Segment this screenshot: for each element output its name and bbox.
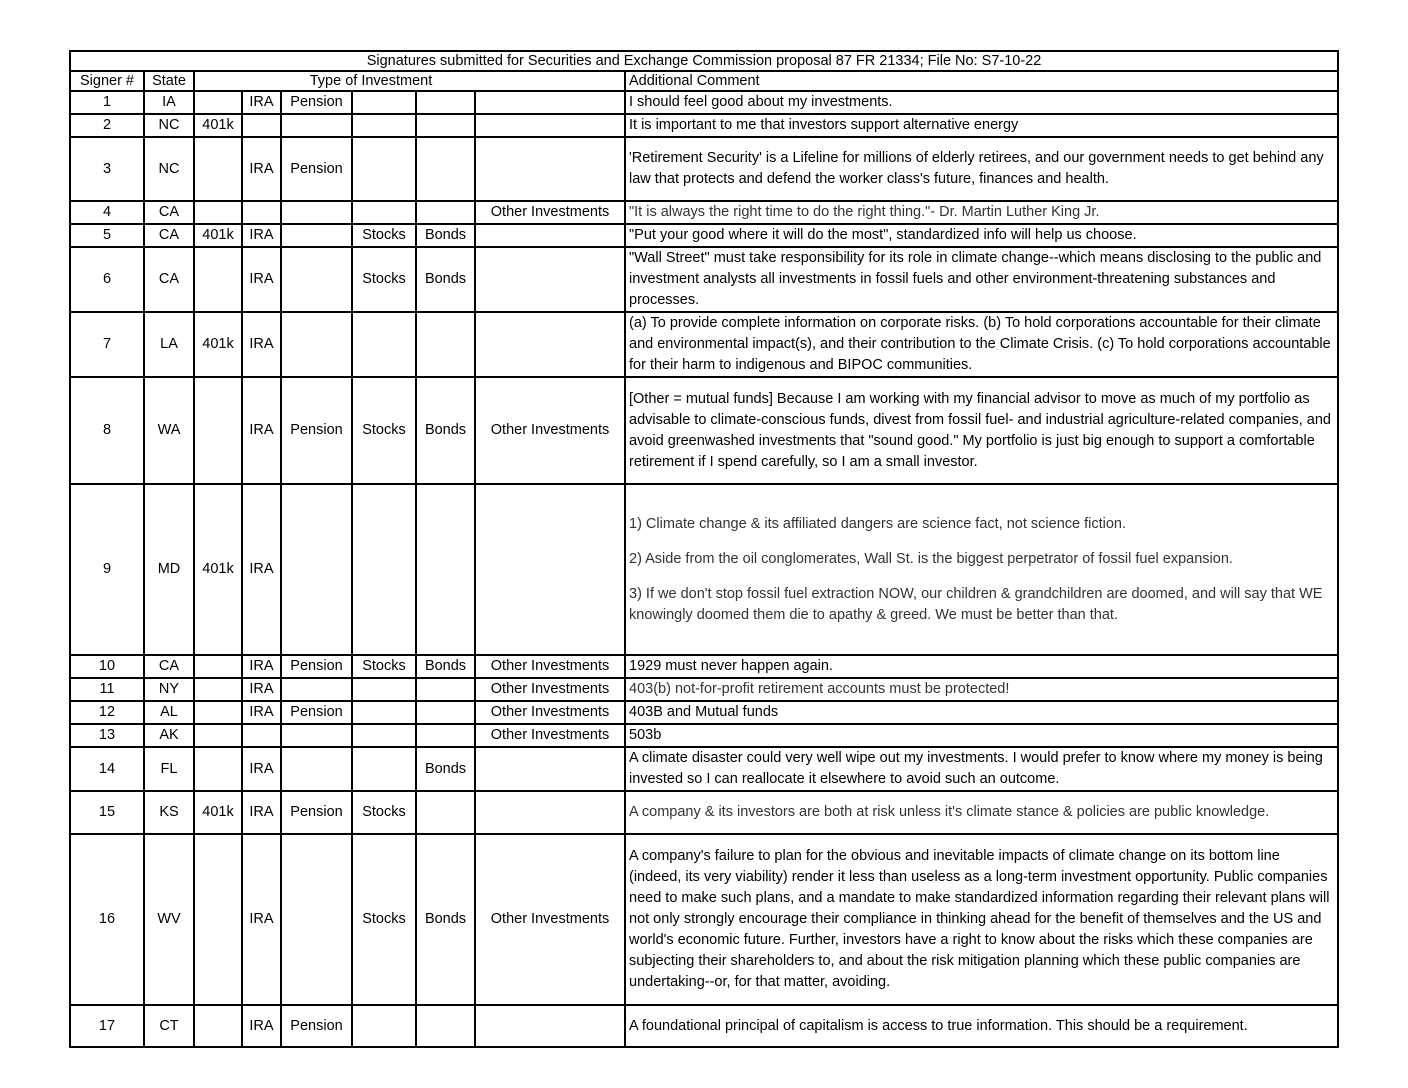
table-row bbox=[70, 312, 1338, 377]
signer-number: 17 bbox=[70, 1005, 144, 1047]
header-type-of-investment: Type of Investment bbox=[194, 71, 625, 91]
investment-bonds: Bonds bbox=[416, 224, 475, 247]
investment-401k bbox=[194, 1005, 242, 1047]
investment-ira: IRA bbox=[242, 247, 281, 312]
investment-stocks bbox=[352, 724, 416, 747]
state: KS bbox=[144, 791, 194, 834]
state: CA bbox=[144, 655, 194, 678]
additional-comment bbox=[625, 484, 1338, 655]
additional-comment: [Other = mutual funds] Because I am working with my financial advisor to move as much of my portfolio as advisable to climate-conscious funds, divest from fossil fuel- and industrial agriculture-related companies, and avoid greenwashed investments that "sound good." My portfolio is just big enough to support a comfortable retirement if I spend carefully, so I am a small investor. bbox=[625, 377, 1338, 484]
additional-comment: 'Retirement Security' is a Lifeline for millions of elderly retirees, and our government needs to get behind any law that protects and defend the worker class's future, finances and health. bbox=[625, 137, 1338, 201]
signer-number: 2 bbox=[70, 114, 144, 137]
investment-bonds bbox=[416, 484, 475, 655]
investment-bonds bbox=[416, 701, 475, 724]
investment-ira: IRA bbox=[242, 834, 281, 1005]
investment-401k: 401k bbox=[194, 114, 242, 137]
additional-comment: A climate disaster could very well wipe out my investments. I would prefer to know where my money is being invested so I can reallocate it elsewhere to avoid such an outcome. bbox=[625, 747, 1338, 791]
state: AL bbox=[144, 701, 194, 724]
investment-other bbox=[475, 114, 625, 137]
investment-bonds bbox=[416, 791, 475, 834]
investment-bonds: Bonds bbox=[416, 377, 475, 484]
signatures-table bbox=[69, 50, 1339, 1048]
investment-stocks bbox=[352, 201, 416, 224]
investment-stocks: Stocks bbox=[352, 224, 416, 247]
table-title: Signatures submitted for Securities and Exchange Commission proposal 87 FR 21334; File No: S7-10-22 bbox=[70, 51, 1338, 71]
investment-401k: 401k bbox=[194, 312, 242, 377]
investment-401k bbox=[194, 247, 242, 312]
table-row bbox=[70, 834, 1338, 1005]
table-row bbox=[70, 678, 1338, 701]
additional-comment: A foundational principal of capitalism is access to true information. This should be a requirement. bbox=[625, 1005, 1338, 1047]
investment-pension: Pension bbox=[281, 91, 352, 114]
signer-number: 5 bbox=[70, 224, 144, 247]
header-row bbox=[70, 71, 1338, 91]
investment-pension bbox=[281, 114, 352, 137]
table-row bbox=[70, 1005, 1338, 1047]
investment-stocks bbox=[352, 91, 416, 114]
investment-ira: IRA bbox=[242, 91, 281, 114]
state: NC bbox=[144, 137, 194, 201]
table-row bbox=[70, 655, 1338, 678]
investment-stocks bbox=[352, 1005, 416, 1047]
investment-other: Other Investments bbox=[475, 724, 625, 747]
table-row bbox=[70, 201, 1338, 224]
additional-comment: A company's failure to plan for the obvious and inevitable impacts of climate change on its bottom line (indeed, its very viability) render it less than useless as a long-term investment opportunity. Public companies need to make such plans, and a mandate to make standardized information regarding their relevant plans will not only strongly encourage their compliance in thinking ahead for the benefit of themselves and the US and world's economic future. Further, investors have a right to know about the risks which these companies are subjecting their shareholders to, and about the risk mitigation planning which these public companies are undertaking--or, for that matter, avoiding. bbox=[625, 834, 1338, 1005]
investment-stocks bbox=[352, 484, 416, 655]
investment-other bbox=[475, 247, 625, 312]
investment-other bbox=[475, 791, 625, 834]
investment-pension: Pension bbox=[281, 377, 352, 484]
investment-stocks: Stocks bbox=[352, 377, 416, 484]
investment-other bbox=[475, 224, 625, 247]
comment-paragraph: 2) Aside from the oil conglomerates, Wall St. is the biggest perpetrator of fossil fuel expansion. bbox=[629, 550, 1233, 567]
table-row bbox=[70, 114, 1338, 137]
investment-other bbox=[475, 1005, 625, 1047]
investment-ira: IRA bbox=[242, 655, 281, 678]
investment-stocks: Stocks bbox=[352, 834, 416, 1005]
investment-stocks bbox=[352, 312, 416, 377]
investment-bonds: Bonds bbox=[416, 747, 475, 791]
investment-pension bbox=[281, 724, 352, 747]
table-row bbox=[70, 91, 1338, 114]
investment-401k bbox=[194, 137, 242, 201]
table-body bbox=[70, 51, 1338, 1047]
state: IA bbox=[144, 91, 194, 114]
investment-bonds: Bonds bbox=[416, 247, 475, 312]
investment-pension bbox=[281, 201, 352, 224]
investment-stocks bbox=[352, 678, 416, 701]
investment-ira: IRA bbox=[242, 137, 281, 201]
investment-bonds bbox=[416, 312, 475, 377]
additional-comment: 403(b) not-for-profit retirement accounts must be protected! bbox=[625, 678, 1338, 701]
investment-ira: IRA bbox=[242, 747, 281, 791]
investment-bonds: Bonds bbox=[416, 834, 475, 1005]
investment-pension bbox=[281, 247, 352, 312]
investment-401k bbox=[194, 655, 242, 678]
state: AK bbox=[144, 724, 194, 747]
investment-pension bbox=[281, 224, 352, 247]
table-row bbox=[70, 377, 1338, 484]
investment-ira: IRA bbox=[242, 791, 281, 834]
investment-other: Other Investments bbox=[475, 834, 625, 1005]
investment-401k bbox=[194, 377, 242, 484]
additional-comment: It is important to me that investors support alternative energy bbox=[625, 114, 1338, 137]
additional-comment: 403B and Mutual funds bbox=[625, 701, 1338, 724]
investment-401k: 401k bbox=[194, 224, 242, 247]
additional-comment: (a) To provide complete information on corporate risks. (b) To hold corporations accountable for their climate and environmental impact(s), and their contribution to the Climate Crisis. (c) To hold corporations accountable for their harm to indigenous and BIPOC communities. bbox=[625, 312, 1338, 377]
investment-stocks: Stocks bbox=[352, 247, 416, 312]
additional-comment: 1929 must never happen again. bbox=[625, 655, 1338, 678]
signer-number: 4 bbox=[70, 201, 144, 224]
signer-number: 11 bbox=[70, 678, 144, 701]
investment-pension bbox=[281, 834, 352, 1005]
additional-comment: A company & its investors are both at risk unless it's climate stance & policies are public knowledge. bbox=[625, 791, 1338, 834]
state: NY bbox=[144, 678, 194, 701]
investment-ira bbox=[242, 201, 281, 224]
state: WA bbox=[144, 377, 194, 484]
additional-comment: "Wall Street" must take responsibility for its role in climate change--which means disclosing to the public and investment analysts all investments in fossil fuels and other environment-threatening substances and processes. bbox=[625, 247, 1338, 312]
investment-bonds bbox=[416, 91, 475, 114]
investment-ira: IRA bbox=[242, 484, 281, 655]
investment-bonds bbox=[416, 1005, 475, 1047]
table-row bbox=[70, 791, 1338, 834]
investment-ira: IRA bbox=[242, 377, 281, 484]
additional-comment: "It is always the right time to do the right thing."- Dr. Martin Luther King Jr. bbox=[625, 201, 1338, 224]
state: NC bbox=[144, 114, 194, 137]
investment-stocks bbox=[352, 137, 416, 201]
investment-stocks bbox=[352, 747, 416, 791]
state: CA bbox=[144, 247, 194, 312]
investment-stocks bbox=[352, 701, 416, 724]
signer-number: 10 bbox=[70, 655, 144, 678]
signer-number: 1 bbox=[70, 91, 144, 114]
investment-401k: 401k bbox=[194, 791, 242, 834]
investment-other bbox=[475, 137, 625, 201]
table-row bbox=[70, 137, 1338, 201]
header-additional-comment: Additional Comment bbox=[625, 71, 1338, 91]
state: CA bbox=[144, 201, 194, 224]
signer-number: 9 bbox=[70, 484, 144, 655]
table-row bbox=[70, 484, 1338, 655]
investment-other: Other Investments bbox=[475, 678, 625, 701]
investment-bonds: Bonds bbox=[416, 655, 475, 678]
table-row bbox=[70, 224, 1338, 247]
signer-number: 15 bbox=[70, 791, 144, 834]
investment-ira bbox=[242, 114, 281, 137]
investment-ira: IRA bbox=[242, 1005, 281, 1047]
additional-comment: "Put your good where it will do the most", standardized info will help us choose. bbox=[625, 224, 1338, 247]
investment-pension bbox=[281, 484, 352, 655]
state: WV bbox=[144, 834, 194, 1005]
comment-paragraph: 3) If we don't stop fossil fuel extraction NOW, our children & grandchildren are doomed, and will say that WE knowingly doomed them die to apathy & greed. We must be better than that. bbox=[629, 585, 1323, 623]
investment-ira: IRA bbox=[242, 224, 281, 247]
investment-other: Other Investments bbox=[475, 377, 625, 484]
signer-number: 6 bbox=[70, 247, 144, 312]
signer-number: 3 bbox=[70, 137, 144, 201]
state: FL bbox=[144, 747, 194, 791]
table-row bbox=[70, 747, 1338, 791]
investment-401k bbox=[194, 724, 242, 747]
signer-number: 16 bbox=[70, 834, 144, 1005]
investment-other bbox=[475, 484, 625, 655]
investment-pension: Pension bbox=[281, 791, 352, 834]
investment-401k bbox=[194, 91, 242, 114]
investment-other bbox=[475, 747, 625, 791]
header-signer: Signer # bbox=[70, 71, 144, 91]
investment-401k bbox=[194, 201, 242, 224]
investment-stocks bbox=[352, 114, 416, 137]
investment-other: Other Investments bbox=[475, 655, 625, 678]
investment-bonds bbox=[416, 678, 475, 701]
investment-stocks: Stocks bbox=[352, 791, 416, 834]
investment-stocks: Stocks bbox=[352, 655, 416, 678]
investment-pension bbox=[281, 312, 352, 377]
investment-bonds bbox=[416, 201, 475, 224]
investment-other bbox=[475, 312, 625, 377]
investment-pension: Pension bbox=[281, 137, 352, 201]
investment-401k bbox=[194, 678, 242, 701]
state: LA bbox=[144, 312, 194, 377]
investment-ira: IRA bbox=[242, 701, 281, 724]
signer-number: 14 bbox=[70, 747, 144, 791]
investment-pension bbox=[281, 678, 352, 701]
comment-paragraph: 1) Climate change & its affiliated dangers are science fact, not science fiction. bbox=[629, 515, 1127, 532]
investment-ira bbox=[242, 724, 281, 747]
state: MD bbox=[144, 484, 194, 655]
investment-other: Other Investments bbox=[475, 701, 625, 724]
signer-number: 12 bbox=[70, 701, 144, 724]
investment-401k: 401k bbox=[194, 484, 242, 655]
investment-pension: Pension bbox=[281, 655, 352, 678]
additional-comment: I should feel good about my investments. bbox=[625, 91, 1338, 114]
signer-number: 8 bbox=[70, 377, 144, 484]
investment-401k bbox=[194, 834, 242, 1005]
investment-other bbox=[475, 91, 625, 114]
investment-pension: Pension bbox=[281, 701, 352, 724]
investment-other: Other Investments bbox=[475, 201, 625, 224]
investment-ira: IRA bbox=[242, 312, 281, 377]
table-row bbox=[70, 247, 1338, 312]
investment-pension: Pension bbox=[281, 1005, 352, 1047]
signer-number: 7 bbox=[70, 312, 144, 377]
investment-401k bbox=[194, 747, 242, 791]
investment-401k bbox=[194, 701, 242, 724]
header-state: State bbox=[144, 71, 194, 91]
investment-bonds bbox=[416, 114, 475, 137]
state: CA bbox=[144, 224, 194, 247]
additional-comment: 503b bbox=[625, 724, 1338, 747]
investment-bonds bbox=[416, 724, 475, 747]
table-row bbox=[70, 701, 1338, 724]
investment-bonds bbox=[416, 137, 475, 201]
investment-ira: IRA bbox=[242, 678, 281, 701]
table-row bbox=[70, 724, 1338, 747]
state: CT bbox=[144, 1005, 194, 1047]
investment-pension bbox=[281, 747, 352, 791]
signer-number: 13 bbox=[70, 724, 144, 747]
